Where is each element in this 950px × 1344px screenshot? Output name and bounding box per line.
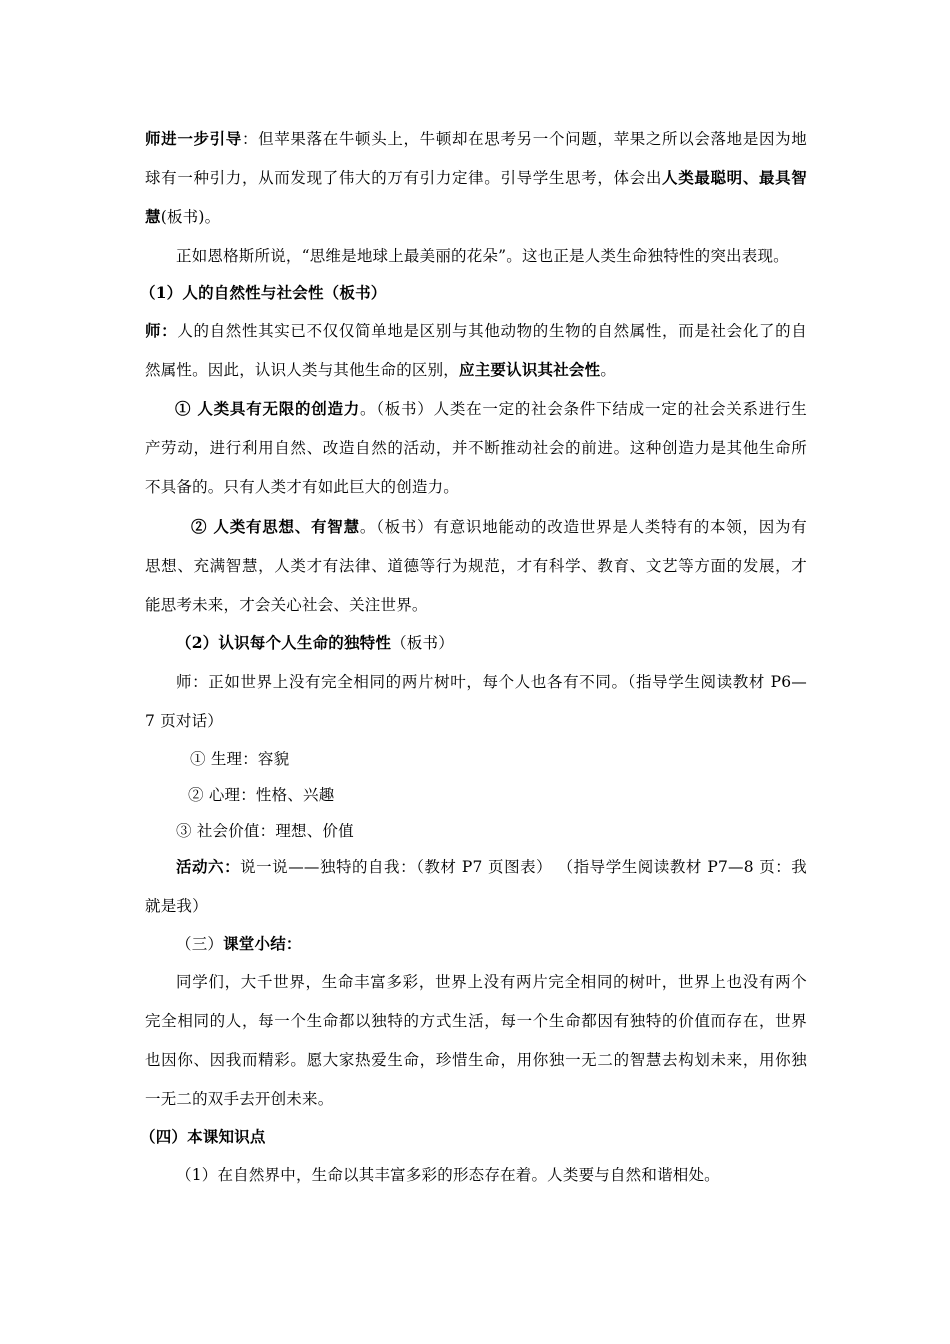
list-item: ③ 社会价值：理想、价值 — [176, 822, 354, 840]
text: 。（板书）人类在一定的社会条件下结成一定的社会关系进行生 — [360, 400, 807, 418]
paragraph-1-line-3 — [145, 207, 220, 227]
bold-heading: （2）认识每个人生命的独特性 — [176, 633, 392, 652]
paragraph-1-line-2 — [145, 168, 807, 188]
paragraph-7-line-2: 完全相同的人，每一个生命都以独特的方式生活，每一个生命都因有独特的价值而存在，世界 — [145, 1012, 807, 1030]
paragraph-2: 正如恩格斯所说，“思维是地球上最美丽的花朵”。这也正是人类生命独特性的突出表现。 — [176, 247, 789, 265]
text: （三） — [176, 935, 224, 953]
text: 球有一种引力，从而发现了伟大的万有引力定律。引导学生思考，体会出 — [145, 169, 663, 187]
bold-phrase: 慧 — [145, 207, 161, 226]
activity-line-2: 就是我） — [145, 897, 208, 915]
activity-line-1 — [176, 857, 807, 877]
text: 人的自然性其实已不仅仅简单地是区别与其他动物的生物的自然属性，而是社会化了的自 — [177, 322, 807, 340]
bold-lead-in: ② 人类有思想、有智慧 — [191, 517, 360, 536]
paragraph-5-line-3: 能思考未来，才会关心社会、关注世界。 — [145, 596, 428, 614]
paragraph-4-line-2: 产劳动，进行利用自然、改造自然的活动，并不断推动社会的前进。这种创造力是其他生命所 — [145, 439, 807, 457]
paragraph-7-line-4: 一无二的双手去开创未来。 — [145, 1090, 334, 1108]
text: 说一说——独特的自我：（教材 P7 页图表） （指导学生阅读教材 P7—8 页：我 — [240, 858, 807, 876]
text: （板书） — [391, 634, 454, 652]
text: ：但苹果落在牛顿头上，牛顿却在思考另一个问题，苹果之所以会落地是因为地 — [241, 130, 807, 148]
text: (板书)。 — [160, 208, 221, 226]
paragraph-6-line-1: 师：正如世界上没有完全相同的两片树叶，每个人也各有不同。（指导学生阅读教材 P6— — [176, 673, 807, 691]
paragraph-5-line-2: 思想、充满智慧，人类才有法律、道德等行为规范，才有科学、教育、文艺等方面的发展，才 — [145, 557, 807, 575]
bold-lead-in: ① 人类具有无限的创造力 — [175, 399, 361, 418]
text: 。（板书）有意识地能动的改造世界是人类特有的本领，因为有 — [359, 518, 807, 536]
heading-1: （1）人的自然性与社会性（板书） — [140, 283, 387, 302]
paragraph-7-line-1: 同学们，大千世界，生命丰富多彩，世界上没有两片完全相同的树叶，世界上也没有两个 — [176, 973, 807, 991]
heading-3 — [176, 934, 302, 954]
text: 。 — [600, 361, 617, 379]
paragraph-4-line-3: 不具备的。只有人类才有如此巨大的创造力。 — [145, 478, 460, 496]
bold-lead-in: 活动六： — [176, 857, 241, 876]
bold-lead-in: 师： — [145, 321, 178, 340]
list-item: ① 生理：容貌 — [190, 750, 290, 768]
paragraph-4-line-1 — [175, 399, 807, 419]
heading-2 — [176, 633, 454, 653]
bold-phrase: 人类最聪明、最具智 — [662, 168, 807, 187]
paragraph-8: （1）在自然界中，生命以其丰富多彩的形态存在着。人类要与自然和谐相处。 — [176, 1166, 720, 1184]
heading-4: （四）本课知识点 — [140, 1127, 266, 1146]
paragraph-5-line-1 — [191, 517, 807, 537]
paragraph-3-line-1 — [145, 321, 807, 341]
bold-heading: 课堂小结： — [223, 934, 302, 953]
text: 然属性。因此，认识人类与其他生命的区别， — [145, 361, 460, 379]
list-item: ② 心理：性格、兴趣 — [188, 786, 335, 804]
paragraph-6-line-2: 7 页对话） — [145, 712, 223, 730]
bold-lead-in: 师进一步引导 — [145, 129, 242, 148]
bold-phrase: 应主要认识其社会性 — [459, 360, 601, 379]
paragraph-7-line-3: 也因你、因我而精彩。愿大家热爱生命，珍惜生命，用你独一无二的智慧去构划未来，用你独 — [145, 1051, 807, 1069]
paragraph-3-line-2 — [145, 360, 616, 380]
paragraph-1-line-1 — [145, 129, 807, 149]
